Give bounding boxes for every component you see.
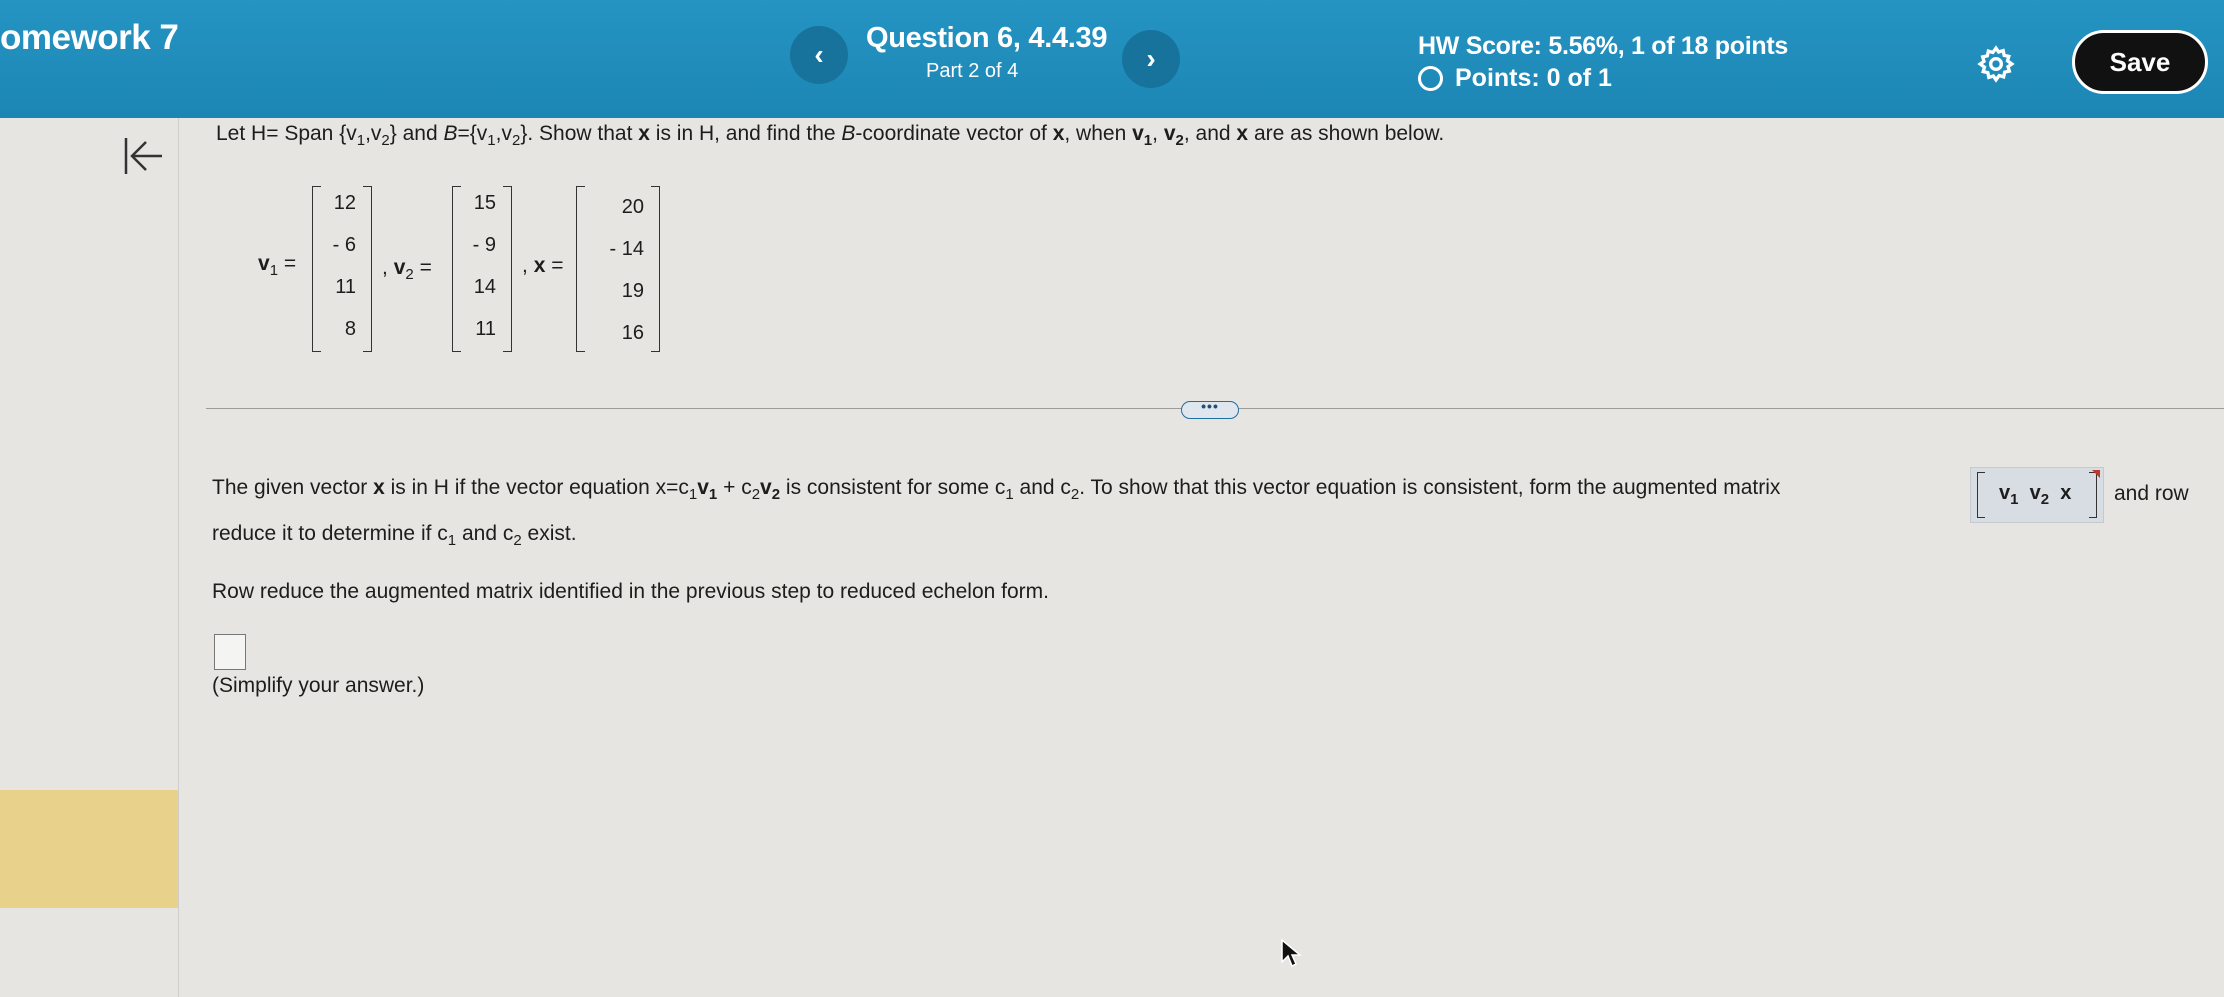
x-entry: 20	[621, 196, 644, 218]
sidebar-highlight	[0, 790, 178, 908]
v1-entry: 12	[333, 192, 356, 214]
homework-title: omework 7	[0, 18, 179, 57]
show-more-button[interactable]: •••	[1181, 401, 1239, 419]
hint-text: (Simplify your answer.)	[212, 674, 425, 697]
x-vector	[576, 186, 660, 352]
v1-label: $v_1$ =	[258, 252, 297, 279]
v1-vector	[312, 186, 372, 352]
step-line-2: reduce it to determine if $c_1$ and $c_2$ exist.	[212, 522, 577, 549]
answer-input[interactable]	[214, 634, 246, 670]
collapse-left-icon[interactable]	[122, 132, 166, 180]
problem-intro: Let H= Span $\{v_1,v_2\}$ and $B=\{v_1,v_2\}$. Show that x is in H, and find the B-coordinate vector of x, when $v_1$, $v_2$, and x are as shown below.	[216, 122, 1445, 149]
gear-icon[interactable]	[1976, 44, 2016, 84]
question-title: Question 6, 4.4.39	[866, 22, 1108, 54]
circle-icon	[1418, 66, 1443, 91]
step-line-1: The given vector x is in H if the vector equation $x=c_1v_1 + c_2v_2$ is consistent for some $c_1$ and $c_2$. To show that this vector equation is consistent, form the augmented matrix	[212, 476, 1781, 503]
question-part: Part 2 of 4	[926, 60, 1019, 82]
v2-entry: 15	[473, 192, 496, 214]
v2-label: , $v_2$ =	[382, 256, 432, 283]
augmented-matrix-entries: $v_1$ $v_2$ x	[1999, 482, 2072, 508]
save-button[interactable]: Save	[2072, 30, 2208, 94]
mouse-pointer-icon	[1280, 938, 1302, 968]
hw-score: HW Score: 5.56%, 1 of 18 points	[1418, 32, 1788, 60]
points-label: Points: 0 of 1	[1455, 64, 1612, 92]
v2-entry: 14	[473, 276, 496, 298]
x-entry: - 14	[609, 238, 644, 260]
v1-entry: - 6	[332, 234, 356, 256]
v2-vector	[452, 186, 512, 352]
v1-entry: 8	[344, 318, 356, 340]
v1-entry: 11	[335, 276, 356, 298]
corner-marker-icon	[2092, 470, 2100, 478]
previous-question-button[interactable]: ‹	[790, 26, 848, 84]
next-question-button[interactable]: ›	[1122, 30, 1180, 88]
augmented-matrix-button[interactable]	[1970, 467, 2104, 523]
top-bar	[0, 0, 2224, 118]
points-status	[1418, 64, 1612, 93]
x-entry: 16	[621, 322, 644, 344]
v2-entry: 11	[475, 318, 496, 340]
x-label: , x =	[522, 254, 564, 277]
step-line-1-end: and row	[2114, 482, 2189, 505]
instruction-text: Row reduce the augmented matrix identified in the previous step to reduced echelon form.	[212, 580, 1049, 603]
x-entry: 19	[621, 280, 644, 302]
v2-entry: - 9	[472, 234, 496, 256]
